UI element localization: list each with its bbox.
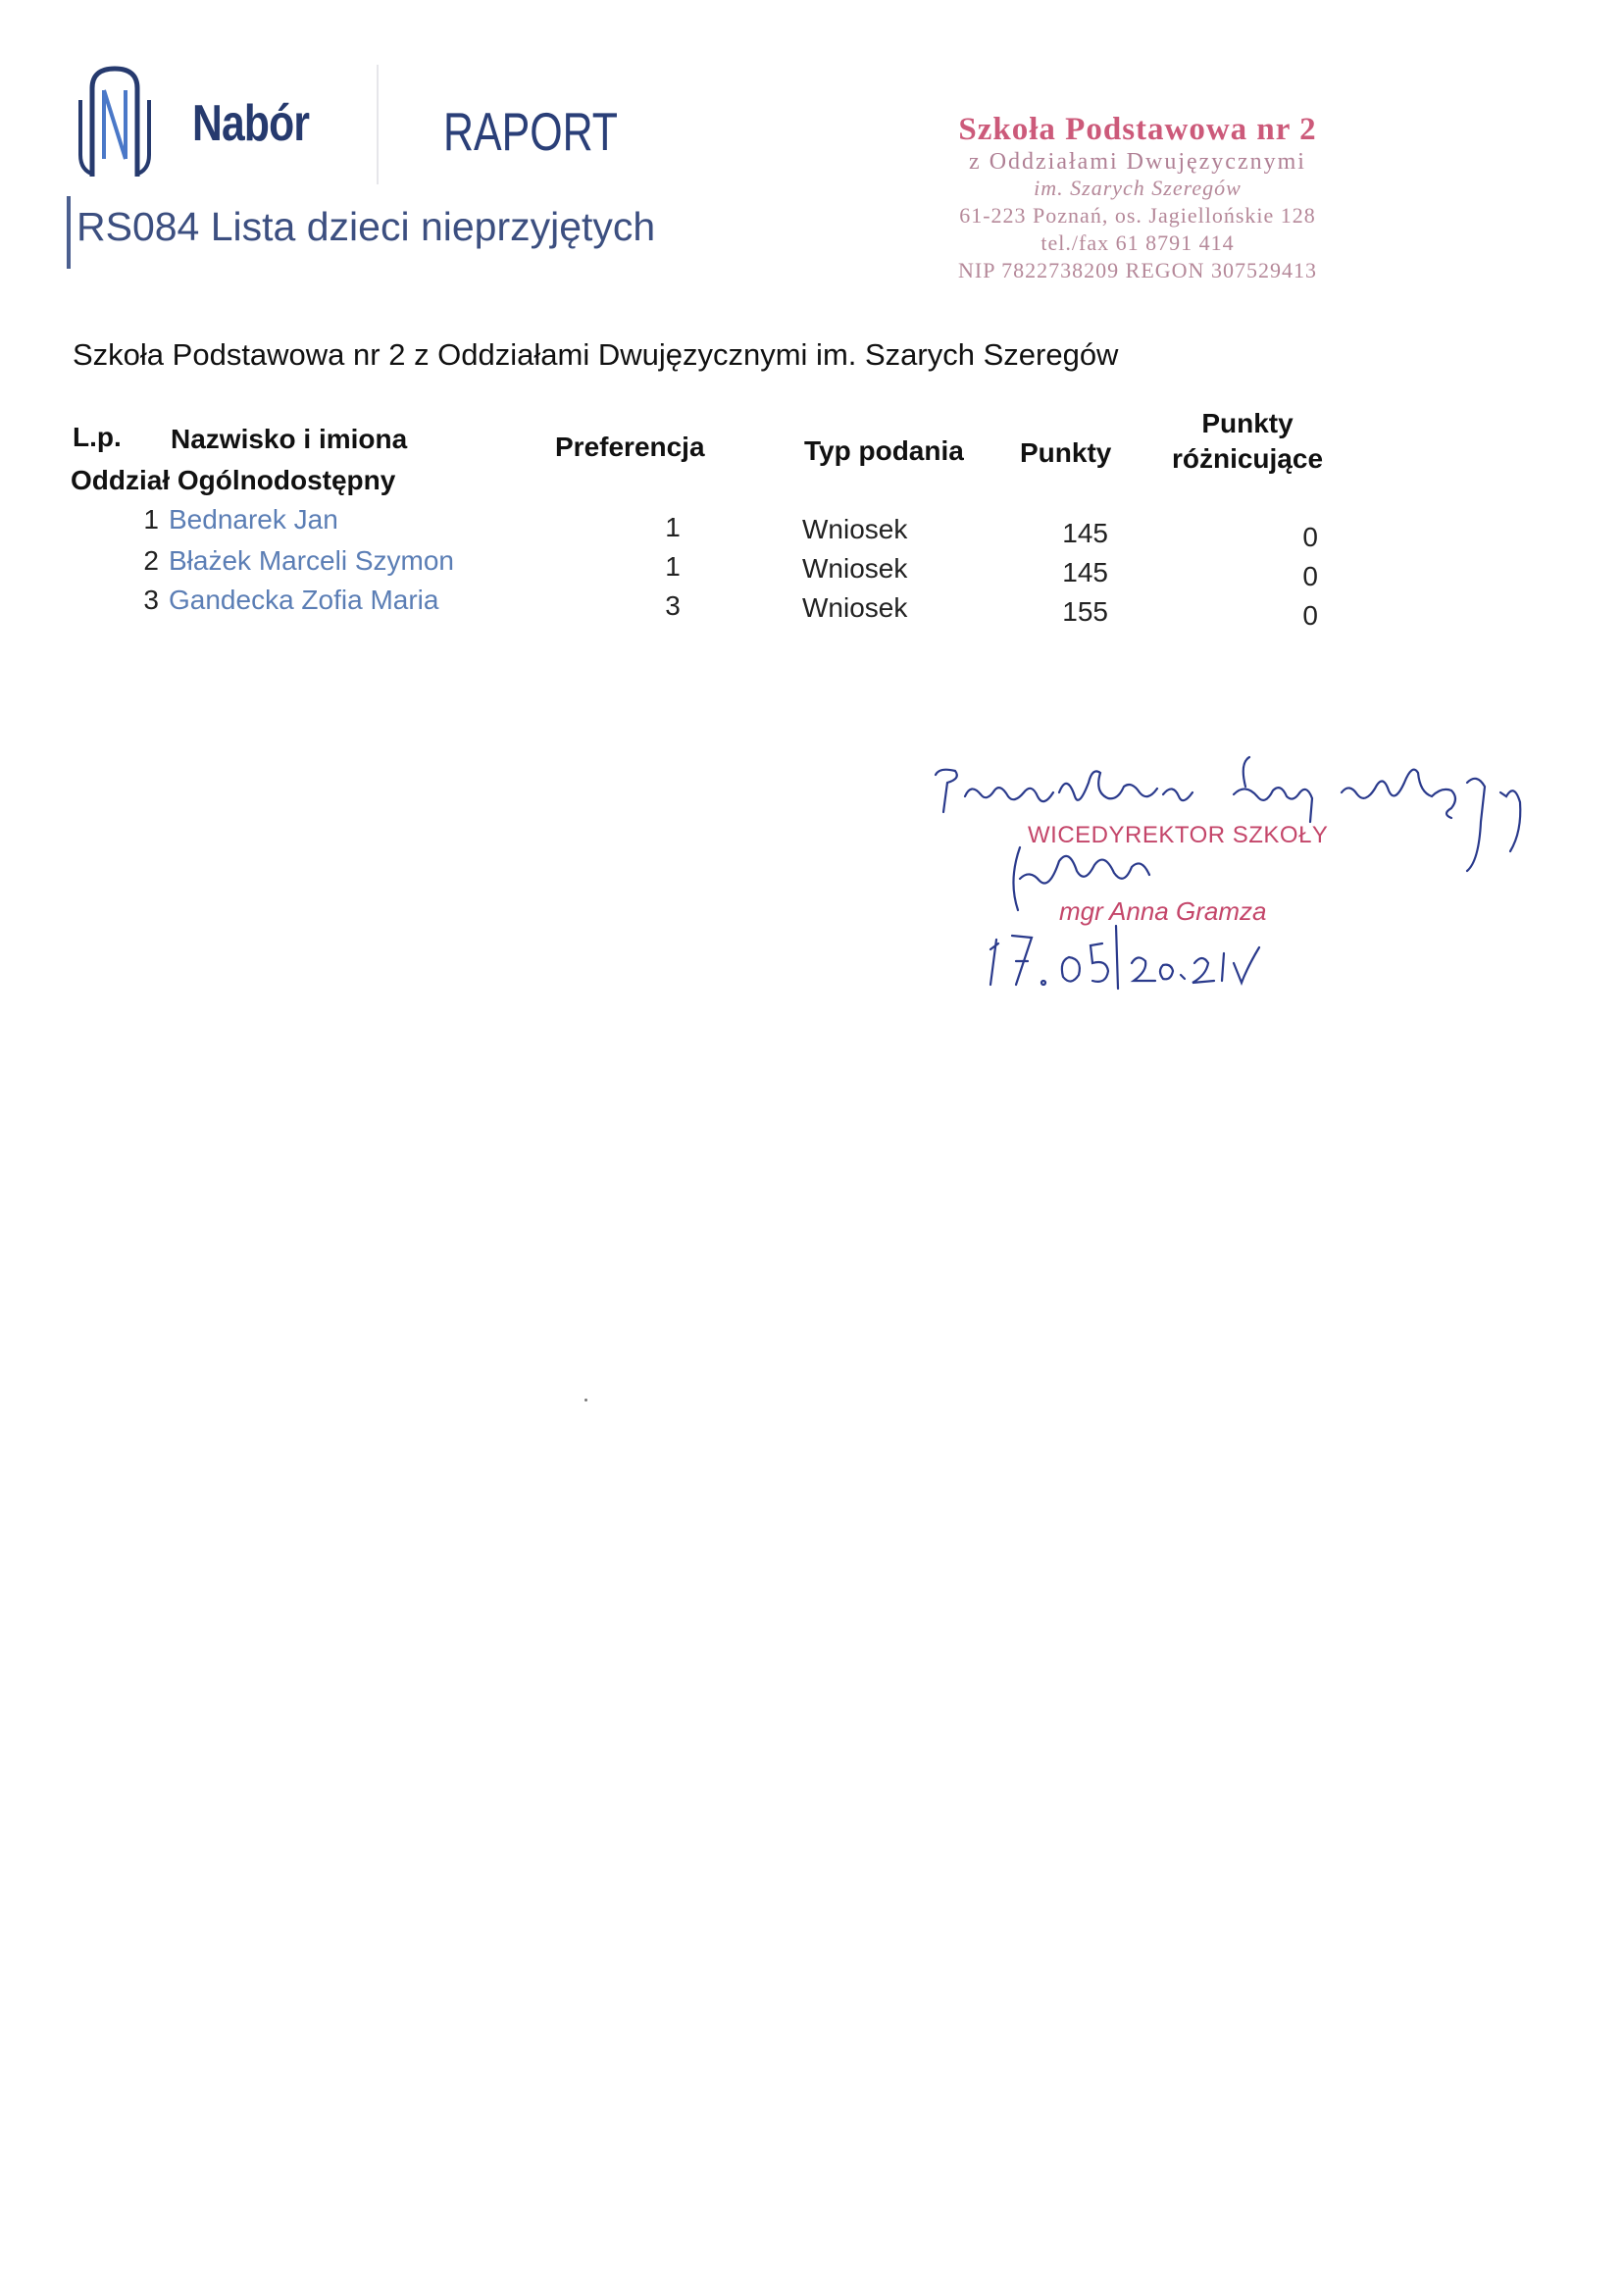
row-type: Wniosek — [802, 553, 908, 584]
row-lp: 2 — [143, 545, 159, 576]
row-points: 145 — [1062, 557, 1108, 587]
stamp-person-name: mgr Anna Gramza — [1059, 896, 1267, 926]
column-header-name: Nazwisko i imiona — [171, 424, 408, 454]
row-name: Bednarek Jan — [169, 504, 338, 535]
row-lp: 3 — [143, 585, 159, 615]
scan-speck — [584, 1399, 587, 1402]
column-header-diff-line2: różnicujące — [1171, 443, 1324, 474]
stamp-school-name: Szkoła Podstawowa nr 2 — [958, 112, 1317, 147]
column-header-lp: L.p. — [73, 422, 122, 452]
school-name: Szkoła Podstawowa nr 2 z Oddziałami Dwujęzycznymi im. Szarych Szeregów — [73, 337, 1119, 372]
stamp-position-title: WICEDYREKTOR SZKOŁY — [1028, 822, 1329, 848]
brand-name: Nabór — [192, 95, 310, 152]
row-type: Wniosek — [802, 592, 908, 623]
report-word: RAPORT — [443, 101, 618, 162]
row-name: Błażek Marceli Szymon — [169, 545, 454, 576]
school-stamp — [883, 114, 1393, 290]
stamp-nip-regon: NIP 7822738209 REGON 307529413 — [958, 258, 1317, 282]
column-header-type: Typ podania — [804, 435, 964, 466]
row-diff-points: 0 — [1302, 600, 1318, 631]
row-points: 145 — [1062, 518, 1108, 548]
row-type: Wniosek — [802, 514, 908, 544]
row-points: 155 — [1062, 596, 1108, 627]
column-header-diff-points — [1171, 406, 1324, 477]
section-label: Oddział Ogólnodostępny — [71, 465, 396, 495]
row-lp: 1 — [143, 504, 159, 535]
report-title-bar — [67, 196, 71, 269]
row-preference: 3 — [665, 590, 681, 621]
row-name: Gandecka Zofia Maria — [169, 585, 439, 615]
stamp-patron: im. Szarych Szeregów — [1034, 176, 1242, 200]
column-header-points: Punkty — [1020, 437, 1112, 468]
row-preference: 1 — [665, 551, 681, 582]
nabor-logo-icon — [73, 61, 157, 182]
header-divider — [377, 65, 379, 184]
stamp-subtitle: z Oddziałami Dwujęzycznymi — [969, 149, 1306, 175]
handwritten-signature — [922, 753, 1589, 998]
stamp-phone: tel./fax 61 8791 414 — [1040, 230, 1235, 255]
row-diff-points: 0 — [1302, 522, 1318, 552]
column-header-diff-line1: Punkty — [1201, 408, 1294, 438]
stamp-address: 61-223 Poznań, os. Jagiellońskie 128 — [959, 203, 1316, 228]
row-preference: 1 — [665, 512, 681, 542]
report-title: RS084 Lista dzieci nieprzyjętych — [76, 204, 656, 249]
row-diff-points: 0 — [1302, 561, 1318, 591]
column-header-preference: Preferencja — [555, 432, 705, 462]
